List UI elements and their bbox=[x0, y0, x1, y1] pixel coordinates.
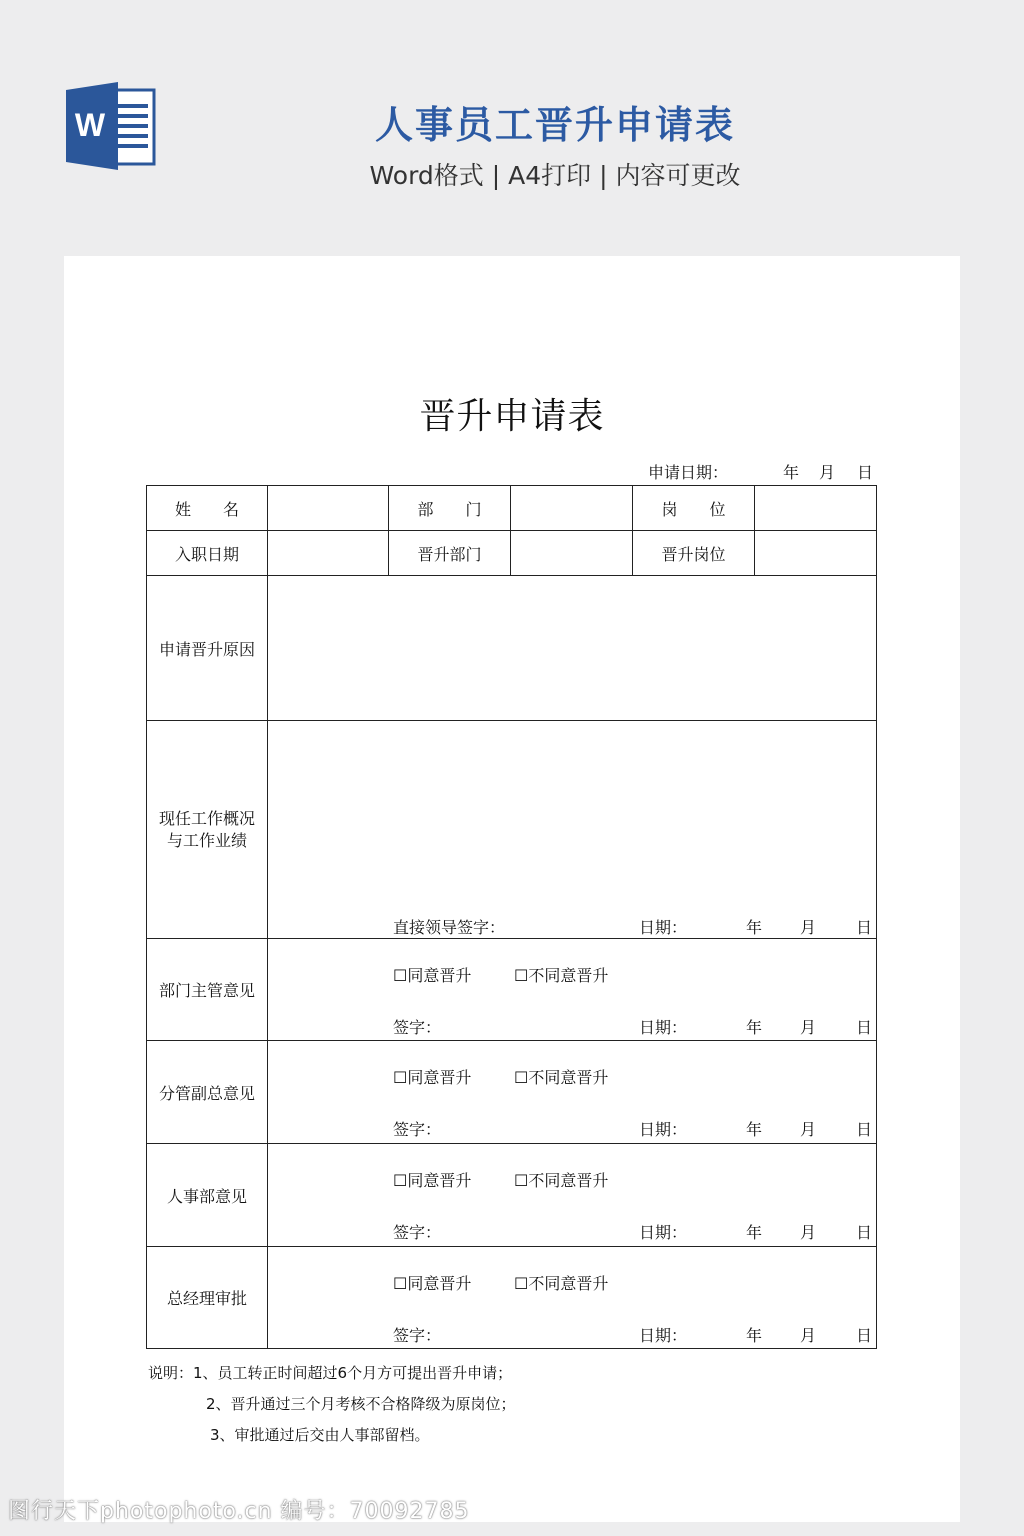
agree-checkbox[interactable]: ☐同意晋升 bbox=[393, 1274, 472, 1293]
date-year: 年 bbox=[746, 918, 763, 937]
table-row bbox=[147, 486, 877, 531]
promotion-position-value-cell[interactable] bbox=[755, 531, 877, 576]
date-label: 日期： bbox=[639, 1018, 688, 1037]
date-day: 日 bbox=[856, 1223, 873, 1242]
date-year: 年 bbox=[746, 1326, 763, 1345]
apply-date-day: 日 bbox=[857, 463, 874, 482]
date-day: 日 bbox=[856, 1018, 873, 1037]
opinion-label: 人事部意见 bbox=[147, 1144, 268, 1247]
promotion-department-label: 晋升部门 bbox=[389, 531, 511, 576]
header-title: 人事员工晋升申请表 bbox=[374, 103, 735, 147]
header bbox=[0, 0, 1024, 250]
date-year: 年 bbox=[746, 1223, 763, 1242]
department-label: 部 门 bbox=[389, 486, 511, 531]
document-title: 晋升申请表 bbox=[419, 396, 605, 437]
department-value-cell[interactable] bbox=[511, 486, 633, 531]
work-summary-label bbox=[147, 721, 268, 939]
sign-label: 签字： bbox=[393, 1223, 442, 1242]
agree-checkbox[interactable]: ☐同意晋升 bbox=[393, 1171, 472, 1190]
table-row bbox=[147, 1247, 877, 1349]
note-line-2: 2、晋升通过三个月考核不合格降级为原岗位； bbox=[206, 1395, 516, 1413]
sign-label: 签字： bbox=[393, 1018, 442, 1037]
disagree-checkbox[interactable]: ☐不同意晋升 bbox=[514, 1171, 609, 1190]
date-day: 日 bbox=[856, 918, 873, 937]
work-summary-value-cell[interactable] bbox=[268, 721, 877, 939]
hire-date-value-cell[interactable] bbox=[268, 531, 389, 576]
apply-date-year: 年 bbox=[783, 463, 800, 482]
agree-checkbox[interactable]: ☐同意晋升 bbox=[393, 966, 472, 985]
promotion-department-value-cell[interactable] bbox=[511, 531, 633, 576]
word-logo-letter: W bbox=[74, 107, 106, 143]
work-summary-label-line1: 现任工作概况 bbox=[158, 808, 255, 828]
header-subtitle: Word格式 | A4打印 | 内容可更改 bbox=[369, 161, 741, 190]
promotion-position-label: 晋升岗位 bbox=[633, 531, 755, 576]
name-value-cell[interactable] bbox=[268, 486, 389, 531]
date-month: 月 bbox=[800, 1223, 817, 1242]
date-month: 月 bbox=[800, 918, 817, 937]
date-label: 日期： bbox=[639, 1326, 688, 1345]
table-row bbox=[147, 531, 877, 576]
date-label: 日期： bbox=[639, 1223, 688, 1242]
date-month: 月 bbox=[800, 1018, 817, 1037]
apply-date-month: 月 bbox=[819, 463, 836, 482]
table-row bbox=[147, 1144, 877, 1247]
table-row bbox=[147, 721, 877, 939]
position-value-cell[interactable] bbox=[755, 486, 877, 531]
opinion-label: 分管副总意见 bbox=[147, 1041, 268, 1144]
date-year: 年 bbox=[746, 1120, 763, 1139]
opinion-value-cell[interactable] bbox=[268, 1144, 877, 1247]
notes bbox=[148, 1358, 516, 1451]
note-line-1: 说明：1、员工转正时间超过6个月方可提出晋升申请； bbox=[148, 1364, 513, 1382]
opinion-value-cell[interactable] bbox=[268, 1041, 877, 1144]
opinion-value-cell[interactable] bbox=[268, 1247, 877, 1349]
opinion-label: 部门主管意见 bbox=[147, 939, 268, 1041]
table-row bbox=[147, 1041, 877, 1144]
date-month: 月 bbox=[800, 1120, 817, 1139]
opinion-value-cell[interactable] bbox=[268, 939, 877, 1041]
disagree-checkbox[interactable]: ☐不同意晋升 bbox=[514, 1274, 609, 1293]
date-label: 日期： bbox=[639, 918, 688, 937]
date-month: 月 bbox=[800, 1326, 817, 1345]
name-label: 姓 名 bbox=[147, 486, 268, 531]
date-label: 日期： bbox=[639, 1120, 688, 1139]
apply-date-label: 申请日期： bbox=[648, 463, 729, 482]
date-year: 年 bbox=[746, 1018, 763, 1037]
agree-checkbox[interactable]: ☐同意晋升 bbox=[393, 1068, 472, 1087]
work-summary-label-line2: 与工作业绩 bbox=[166, 830, 247, 850]
sign-label: 签字： bbox=[393, 1120, 442, 1139]
sign-label: 签字： bbox=[393, 1326, 442, 1345]
disagree-checkbox[interactable]: ☐不同意晋升 bbox=[514, 966, 609, 985]
date-day: 日 bbox=[856, 1326, 873, 1345]
reason-value-cell[interactable] bbox=[268, 576, 877, 721]
note-line-3: 3、审批通过后交由人事部留档。 bbox=[210, 1426, 430, 1444]
leader-sign-label: 直接领导签字： bbox=[393, 918, 506, 937]
watermark-text: 图行天下photophoto.cn 编号：70092785 bbox=[8, 1499, 470, 1524]
table-row bbox=[147, 939, 877, 1041]
promotion-form-table bbox=[146, 485, 877, 1349]
date-day: 日 bbox=[856, 1120, 873, 1139]
table-row bbox=[147, 576, 877, 721]
reason-label: 申请晋升原因 bbox=[147, 576, 268, 721]
position-label: 岗 位 bbox=[633, 486, 755, 531]
hire-date-label: 入职日期 bbox=[147, 531, 268, 576]
opinion-label: 总经理审批 bbox=[147, 1247, 268, 1349]
disagree-checkbox[interactable]: ☐不同意晋升 bbox=[514, 1068, 609, 1087]
